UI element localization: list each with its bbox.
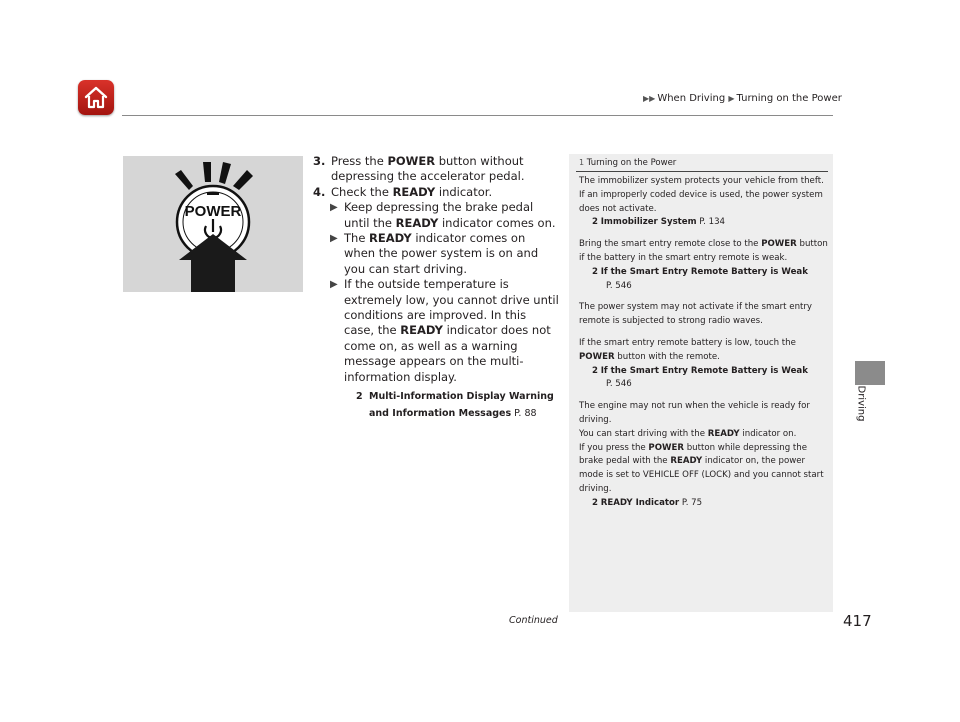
- home-icon: [83, 85, 109, 110]
- bullet-arrow-icon: ▶: [330, 233, 338, 245]
- page-number: 417: [843, 612, 872, 630]
- reference-icon: 2: [356, 391, 363, 403]
- power-label: POWER: [184, 203, 242, 220]
- breadcrumb-item-current: Turning on the Power: [736, 93, 842, 104]
- bullet-arrow-icon: ▶: [330, 279, 338, 291]
- step-3: 3. Press the POWER button without depressing the accelerator pedal.: [313, 154, 525, 184]
- side-note-divider: [576, 171, 828, 172]
- side-note-title: 1 Turning on the Power: [579, 158, 677, 168]
- cross-reference-link[interactable]: 2 If the Smart Entry Remote Battery is Weak: [592, 365, 808, 376]
- step-4: 4. Check the READY indicator.: [313, 184, 493, 199]
- continued-label: Continued: [509, 615, 558, 626]
- note-icon: 1: [579, 158, 585, 167]
- cross-reference-link[interactable]: 2 Immobilizer System P. 134: [592, 217, 726, 228]
- cross-reference-link[interactable]: 2 READY Indicator P. 75: [592, 497, 703, 508]
- bullet-arrow-icon: ▶: [330, 202, 338, 214]
- breadcrumb: [643, 93, 842, 104]
- side-note-box: [569, 154, 833, 612]
- breadcrumb-arrow-icon: ▶▶: [643, 94, 656, 103]
- power-button-illustration: [123, 156, 303, 292]
- section-tab-label: Driving: [855, 385, 867, 422]
- cross-reference-link[interactable]: 2 If the Smart Entry Remote Battery is Weak: [592, 266, 808, 277]
- step-4-bullet: ▶ Keep depressing the brake pedal until the READY indicator comes on.: [330, 200, 556, 230]
- step-4-bullet: ▶ The READY indicator comes on when the power system is on and you can start driving.: [330, 231, 539, 276]
- breadcrumb-item[interactable]: When Driving: [657, 93, 726, 104]
- header-divider: [122, 115, 833, 116]
- home-button[interactable]: [78, 80, 114, 115]
- breadcrumb-arrow-icon: ▶: [728, 94, 735, 103]
- instruction-steps: [313, 154, 559, 422]
- power-button-figure: [123, 156, 303, 292]
- side-note-body: The immobilizer system protects your vehicle from theft. If an improperly coded device is used, the power system does not activate. 2 Immobilizer System P. 134 Bring the smart entry remote close to the POWER button if the battery in the smart entry remote is weak. 2 If the Smart Entry Remote Battery is Weak P. 546 The power system may not activate if the smart entry remote is subjected to strong radio waves. If the smart entry remote battery is low, touch the POWER button with the remote. 2 If the Smart Entry Remote Battery is Weak P. 546 The engine may not run when the vehicle is ready for driving. You can start driving with the READY indicator on. If you press the POWER button while depressing the brake pedal with the READY indicator on, the power mode is set to VEHICLE OFF (LOCK) and you cannot start driving. 2 READY Indicator P. 75: [579, 175, 829, 511]
- step-4-bullet: ▶ If the outside temperature is extremely low, you cannot drive until conditions are improved. In this case, the READY indicator does not come on, as well as a warning message appears on the multi-information display.: [330, 277, 559, 384]
- cross-reference-link[interactable]: 2 Multi-Information Display Warning and Information Messages P. 88: [313, 388, 559, 422]
